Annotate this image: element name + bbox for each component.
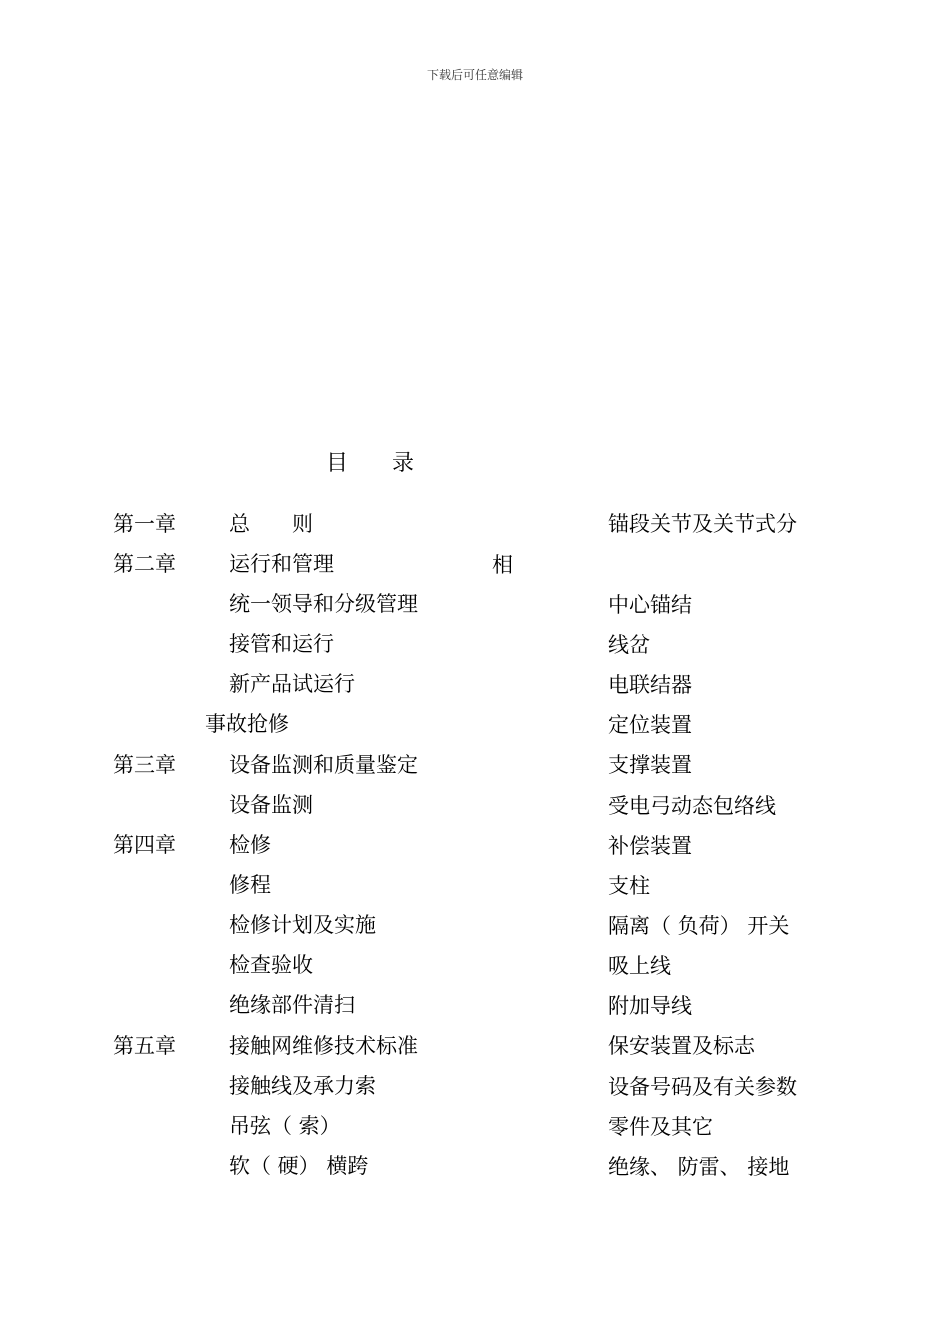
toc-entry: 接管和运行 <box>229 632 334 656</box>
toc-entry: 总 则 <box>229 512 313 536</box>
toc-entry: 新产品试运行 <box>229 672 355 696</box>
toc-right-entry: 定位装置 <box>608 713 692 737</box>
toc-right-entry: 支柱 <box>608 874 650 898</box>
toc-chapter-label: 第二章 <box>113 552 176 576</box>
toc-right-entry: 保安装置及标志 <box>608 1034 755 1058</box>
toc-entry: 设备监测 <box>229 793 313 817</box>
toc-right-entry: 零件及其它 <box>608 1115 713 1139</box>
toc-entry: 设备监测和质量鉴定 <box>229 753 418 777</box>
toc-right-entry: 电联结器 <box>608 673 692 697</box>
toc-right-entry: 支撑装置 <box>608 753 692 777</box>
toc-right-entry: 设备号码及有关参数 <box>608 1075 797 1099</box>
toc-right-entry: 锚段关节及关节式分 <box>608 512 797 536</box>
toc-right-entry: 隔离（ 负荷） 开关 <box>608 914 790 938</box>
toc-entry: 吊弦（ 索） <box>229 1114 341 1138</box>
toc-entry: 运行和管理 <box>229 552 334 576</box>
toc-title: 目 录 <box>326 451 415 476</box>
toc-entry: 绝缘部件清扫 <box>229 993 355 1017</box>
toc-entry: 事故抢修 <box>205 712 289 736</box>
toc-chapter-label: 第三章 <box>113 753 176 777</box>
toc-right-entry: 吸上线 <box>608 954 671 978</box>
toc-right-entry: 附加导线 <box>608 994 692 1018</box>
toc-entry: 接触线及承力索 <box>229 1074 376 1098</box>
toc-middle-fragment: 相 <box>492 553 513 577</box>
header-note: 下载后可任意编辑 <box>426 68 523 82</box>
toc-chapter-label: 第五章 <box>113 1034 176 1058</box>
toc-right-entry: 补偿装置 <box>608 834 692 858</box>
toc-entry: 检查验收 <box>229 953 313 977</box>
toc-entry: 软（ 硬） 横跨 <box>229 1154 369 1178</box>
toc-right-entry: 受电弓动态包络线 <box>608 794 776 818</box>
toc-right-entry: 中心锚结 <box>608 593 692 617</box>
toc-entry: 接触网维修技术标准 <box>229 1034 418 1058</box>
toc-right-entry: 绝缘、 防雷、 接地 <box>608 1155 790 1179</box>
toc-entry: 统一领导和分级管理 <box>229 592 418 616</box>
toc-entry: 检修 <box>229 833 271 857</box>
toc-entry: 修程 <box>229 873 271 897</box>
toc-right-entry: 线岔 <box>608 633 650 657</box>
toc-chapter-label: 第一章 <box>113 512 176 536</box>
toc-chapter-label: 第四章 <box>113 833 176 857</box>
toc-entry: 检修计划及实施 <box>229 913 376 937</box>
